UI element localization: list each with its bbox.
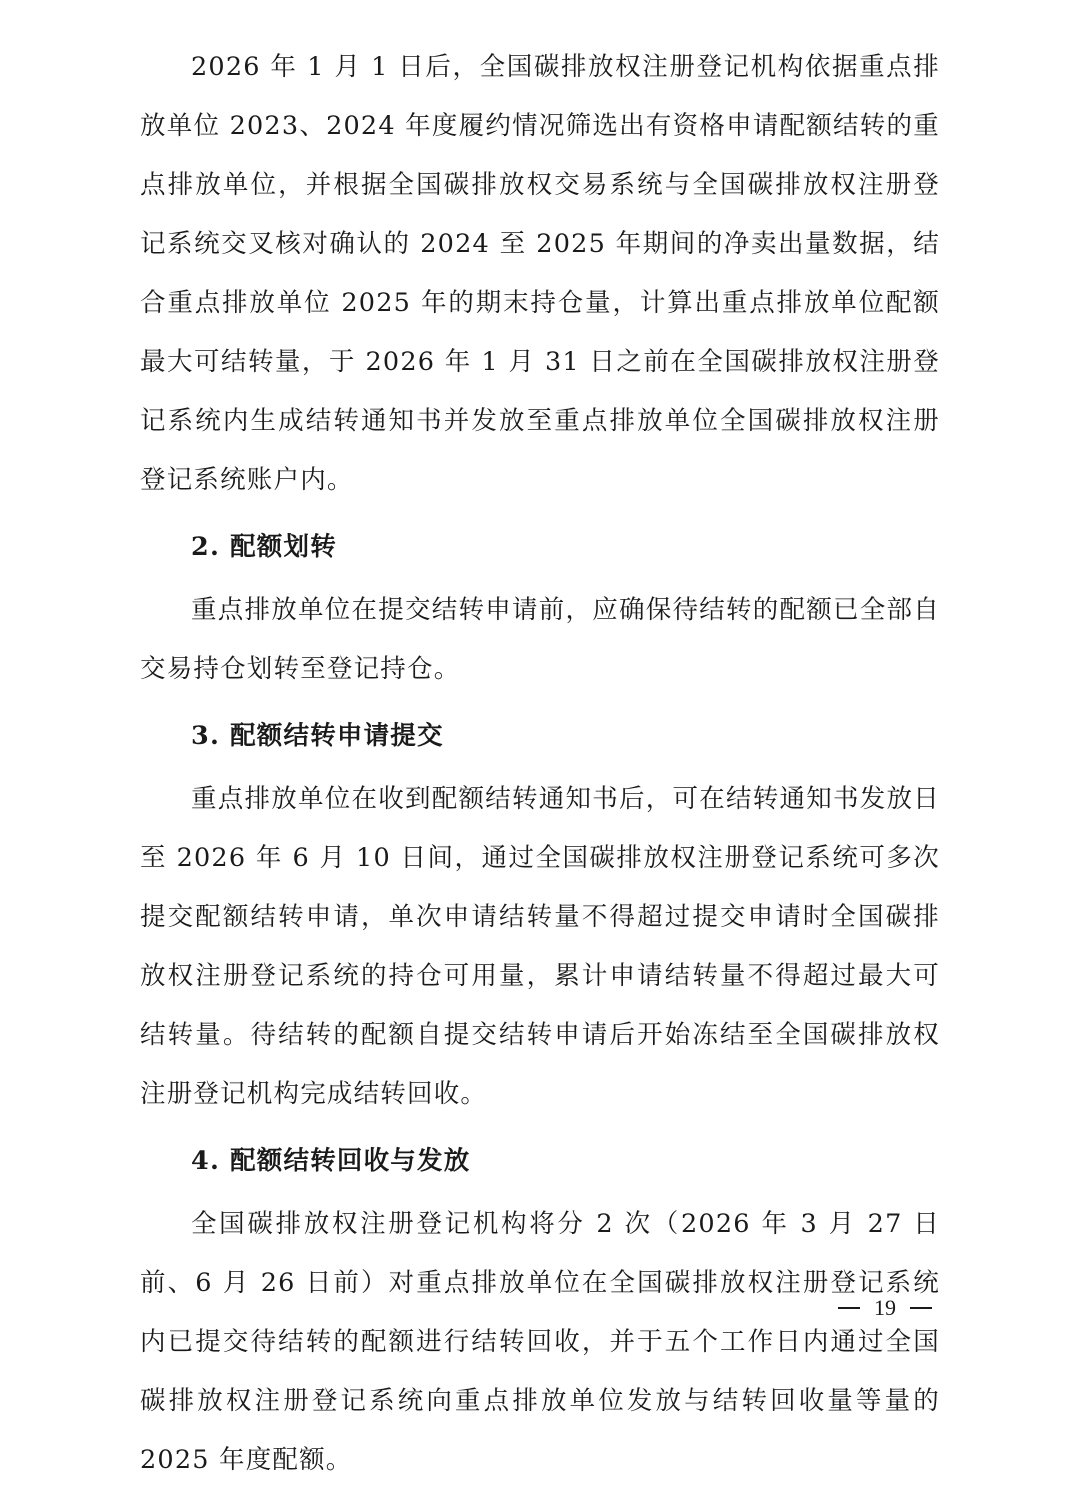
heading-carryover-recovery: 4. 配额结转回收与发放 [191, 1146, 471, 1176]
document-page [140, 38, 940, 1490]
heading-allocation-transfer: 2. 配额划转 [191, 532, 337, 562]
paragraph-allocation-notice: 2026 年 1 月 1 日后，全国碳排放权注册登记机构依据重点排放单位 2023、2024 年度履约情况筛选出有资格申请配额结转的重点排放单位，并根据全国碳排放权交易系统与全国碳排放权注册登记系统交叉核对确认的 2024 至 2025 年期间的净卖出量数据，结合重点排放单位 2025 年的期末持仓量，计算出重点排放单位配额最大可结转量，于 2026 年 1 月 31 日之前在全国碳排放权注册登记系统内生成结转通知书并发放至重点排放单位全国碳排放权注册登记系统账户内。 [140, 52, 940, 495]
page-number: 19 [874, 1295, 896, 1320]
heading-carryover-application: 3. 配额结转申请提交 [191, 721, 444, 751]
page-footer [820, 1292, 950, 1324]
paragraph-allocation-transfer: 重点排放单位在提交结转申请前，应确保待结转的配额已全部自交易持仓划转至登记持仓。 [140, 595, 940, 684]
paragraph-carryover-recovery: 全国碳排放权注册登记机构将分 2 次（2026 年 3 月 27 日前、6 月 26 日前）对重点排放单位在全国碳排放权注册登记系统内已提交待结转的配额进行结转回收，并于五个工作日内通过全国碳排放权注册登记系统向重点排放单位发放与结转回收量等量的 2025 年度配额。 [140, 1209, 940, 1475]
right-dash [910, 1307, 932, 1309]
left-dash [838, 1307, 860, 1309]
paragraph-carryover-application: 重点排放单位在收到配额结转通知书后，可在结转通知书发放日至 2026 年 6 月 10 日间，通过全国碳排放权注册登记系统可多次提交配额结转申请，单次申请结转量不得超过提交申请时全国碳排放权注册登记系统的持仓可用量，累计申请结转量不得超过最大可结转量。待结转的配额自提交结转申请后开始冻结至全国碳排放权注册登记机构完成结转回收。 [140, 784, 940, 1109]
